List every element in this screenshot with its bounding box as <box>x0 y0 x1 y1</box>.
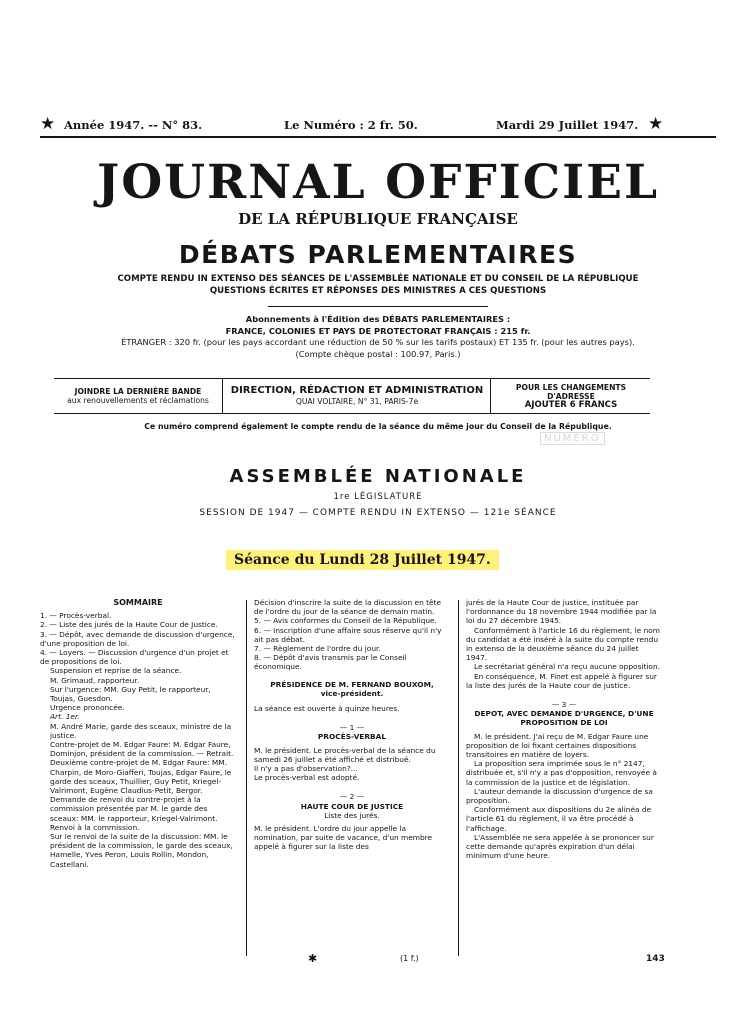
info-left-line-2: aux renouvellements et réclamations <box>67 395 209 405</box>
paragraph: Conformément à l'article 16 du règlement, le nom du candidat a été inséré à la suite du compte rendu in extenso de la deuxième séance du 24 juillet 1947. <box>466 625 660 663</box>
compte-line-2: QUESTIONS ÉCRITES ET RÉPONSES DES MINISTRES A CES QUESTIONS <box>209 285 547 296</box>
info-right-line-1: POUR LES CHANGEMENTS D'ADRESSE <box>515 382 627 401</box>
paragraph: jurés de la Haute Cour de justice, instituée par l'ordonnance du 18 novembre 1944 modifiée par la loi du 27 décembre 1945. <box>466 598 657 626</box>
info-box-right <box>492 379 650 413</box>
issue-date: Mardi 29 Juillet 1947. <box>496 118 639 132</box>
paragraph: M. le président. Le procès-verbal de la séance du samedi 26 juillet a été affiché et distribué. <box>254 745 436 764</box>
footer-star-icon: ✱ <box>308 952 318 965</box>
sommaire-item: 3. — Dépôt, avec demande de discussion d'urgence, d'une proposition de loi. <box>40 629 235 648</box>
subscription-line-1: Abonnements à l'Édition des DÉBATS PARLEMENTAIRES : <box>245 314 511 324</box>
compte-line-1: COMPTE RENDU IN EXTENSO DES SÉANCES DE L'ASSEMBLÉE NATIONALE ET DU CONSEIL DE LA RÉPUBLIQUE <box>117 274 639 284</box>
subscription-info <box>40 314 716 360</box>
sommaire-item: 5. — Avis conformes du Conseil de la République. <box>254 616 437 626</box>
paragraph: Il n'y a pas d'observation?... <box>254 764 358 774</box>
sommaire-item: Deuxième contre-projet de M. Edgar Faure: MM. Charpin, de Moro-Giafferi, Toujas, Edgar Faure, le garde des sceaux, Thuillier, Guy Petit, Kriegel-Valrimont, Eugène Claudius-Petit, Bergor. <box>50 758 232 796</box>
sommaire-item: Sur le renvoi de la suite de la discussion: MM. le président de la commission, le garde des sceaux, Hamelle, Yves Peron, Louis Rollin, Mondon, Castellani. <box>50 832 233 869</box>
issue-price: Le Numéro : 2 fr. 50. <box>284 118 418 132</box>
paragraph: Le procès-verbal est adopté. <box>254 773 360 783</box>
journal-subtitle: DE LA RÉPUBLIQUE FRANÇAISE <box>238 210 518 228</box>
section-title: PROCÈS-VERBAL <box>317 732 387 742</box>
assembly-name: ASSEMBLÉE NATIONALE <box>229 466 527 487</box>
sommaire-item: 8. — Dépôt d'avis transmis par le Conseil économique. <box>254 653 407 672</box>
right-column <box>466 598 662 860</box>
sommaire-item: Art. 1er. <box>50 712 80 722</box>
seance-date-highlight: Séance du Lundi 28 Juillet 1947. <box>226 550 499 570</box>
conseil-note: Ce numéro comprend également le compte rendu de la séance du même jour du Conseil de la République. <box>144 422 612 431</box>
page-number: 143 <box>646 954 665 964</box>
session-line: SESSION DE 1947 — COMPTE RENDU IN EXTENSO — 121e SÉANCE <box>199 508 557 518</box>
info-box <box>54 378 650 414</box>
paragraph: L'auteur demande la discussion d'urgence de sa proposition. <box>466 786 653 806</box>
sommaire-item: M. André Marie, garde des sceaux, ministre de la justice. <box>50 721 232 740</box>
journal-title: JOURNAL OFFICIEL <box>97 155 659 210</box>
column-separator-1 <box>246 600 247 956</box>
sommaire-item: Demande de renvoi du contre-projet à la commission présentée par M. le garde des sceaux: MM. le rapporteur, Kriegel-Valrimont. <box>50 795 218 823</box>
faded-stamp: NUMÉRO <box>540 432 605 445</box>
sommaire-item: 6. — Inscription d'une affaire sous réserve qu'il n'y ait pas débat. <box>254 625 442 644</box>
opening-text: La séance est ouverte à quinze heures. <box>254 704 400 714</box>
paragraph: La proposition sera imprimée sous le n° 2147, distribuée et, s'il n'y a pas d'opposition, renvoyée à la commission de la justice et de législation. <box>466 759 657 787</box>
section-number: — 1 — <box>339 723 365 733</box>
sommaire-heading: SOMMAIRE <box>113 598 163 607</box>
paragraph: Conformément aux dispositions du 2e alinéa de l'article 61 du règlement, il va être procédé à l'affichage. <box>466 805 652 833</box>
section-title: DÉBATS PARLEMENTAIRES <box>178 240 578 269</box>
info-box-left <box>54 379 223 413</box>
middle-column <box>254 598 450 852</box>
right-star-icon: ★ <box>648 114 664 134</box>
column-separator-2 <box>458 600 459 956</box>
info-right-line-2: AJOUTER 6 FRANCS <box>524 399 618 410</box>
sheet-number: (1 f.) <box>400 954 419 963</box>
sommaire-column <box>40 598 236 869</box>
sommaire-item: Décision d'inscrire la suite de la discussion en tête de l'ordre du jour de la séance de demain matin. <box>254 598 442 617</box>
sommaire-item: Renvoi à la commission. <box>50 822 140 832</box>
sommaire-item: Suspension et reprise de la séance. <box>50 666 182 676</box>
legislature: 1re LÉGISLATURE <box>333 492 423 502</box>
section-title: DEPOT, AVEC DEMANDE D'URGENCE, D'UNE PROPOSITION DE LOI <box>474 709 654 728</box>
paragraph: L'Assemblée ne sera appelée à se prononcer sur cette demande qu'après expiration d'un délai minimum d'une heure. <box>466 832 654 861</box>
paragraph: M. le président. J'ai reçu de M. Edgar Faure une proposition de loi fixant certaines dispositions transitoires en matière de loyers. <box>466 731 649 760</box>
compte-rendu-note <box>40 274 716 297</box>
section-title: HAUTE COUR DE JUSTICE <box>300 801 404 811</box>
header-rule <box>40 136 716 138</box>
sommaire-item: 7. — Règlement de l'ordre du jour. <box>254 644 381 654</box>
subscription-line-3: ÉTRANGER : 320 fr. (pour les pays accordant une réduction de 50 % sur les tarifs postaux) ET 135 fr. (pour les autres pays). <box>121 337 635 347</box>
presidence-heading: PRÉSIDENCE DE M. FERNAND BOUXOM, <box>270 679 434 689</box>
section-subtitle: Liste des jurés. <box>324 810 380 820</box>
paragraph: Le secrétariat général n'a reçu aucune opposition. <box>474 662 660 672</box>
info-left-line-1: JOINDRE LA DERNIÈRE BANDE <box>74 386 202 396</box>
sommaire-item: 4. — Loyers. — Discussion d'urgence d'un projet et de propositions de loi. <box>40 648 229 667</box>
sommaire-item: M. Grimaud, rapporteur. <box>50 675 140 685</box>
info-mid-line-1: DIRECTION, RÉDACTION ET ADMINISTRATION <box>230 385 484 396</box>
journal-page <box>40 70 716 970</box>
subscription-line-2: FRANCE, COLONIES ET PAYS DE PROTECTORAT FRANÇAIS : 215 fr. <box>225 325 531 336</box>
paragraph: En conséquence, M. Finet est appelé à figurer sur la liste des jurés de la Haute cour de justice. <box>466 671 657 690</box>
sommaire-item: Sur l'urgence: MM. Guy Petit, le rapporteur, Toujas, Guesdon. <box>50 684 211 704</box>
sommaire-item: 2. — Liste des jurés de la Haute Cour de Justice. <box>40 620 218 630</box>
issue-number: Année 1947. -- N° 83. <box>64 118 203 132</box>
info-box-middle <box>224 379 491 413</box>
sommaire-item: Urgence prononcée. <box>50 703 125 713</box>
vice-president: vice-président. <box>320 688 384 698</box>
short-rule <box>268 306 488 307</box>
section-number: — 2 — <box>339 792 365 802</box>
section-number: — 3 — <box>551 700 577 710</box>
sommaire-item: 1. — Procès-verbal. <box>40 611 112 621</box>
info-mid-line-2: QUAI VOLTAIRE, N° 31, PARIS-7e <box>295 397 419 406</box>
sommaire-item: Contre-projet de M. Edgar Faure: M. Edgar Faure, Dominjon, président de la commission. — Retrait. <box>50 740 234 759</box>
paragraph: M. le président. L'ordre du jour appelle la nomination, par suite de vacance, d'un membre appelé à figurer sur la liste des <box>254 824 433 852</box>
left-star-icon: ★ <box>40 114 56 134</box>
subscription-line-4: (Compte chèque postal : 100.97, Paris.) <box>295 348 461 359</box>
